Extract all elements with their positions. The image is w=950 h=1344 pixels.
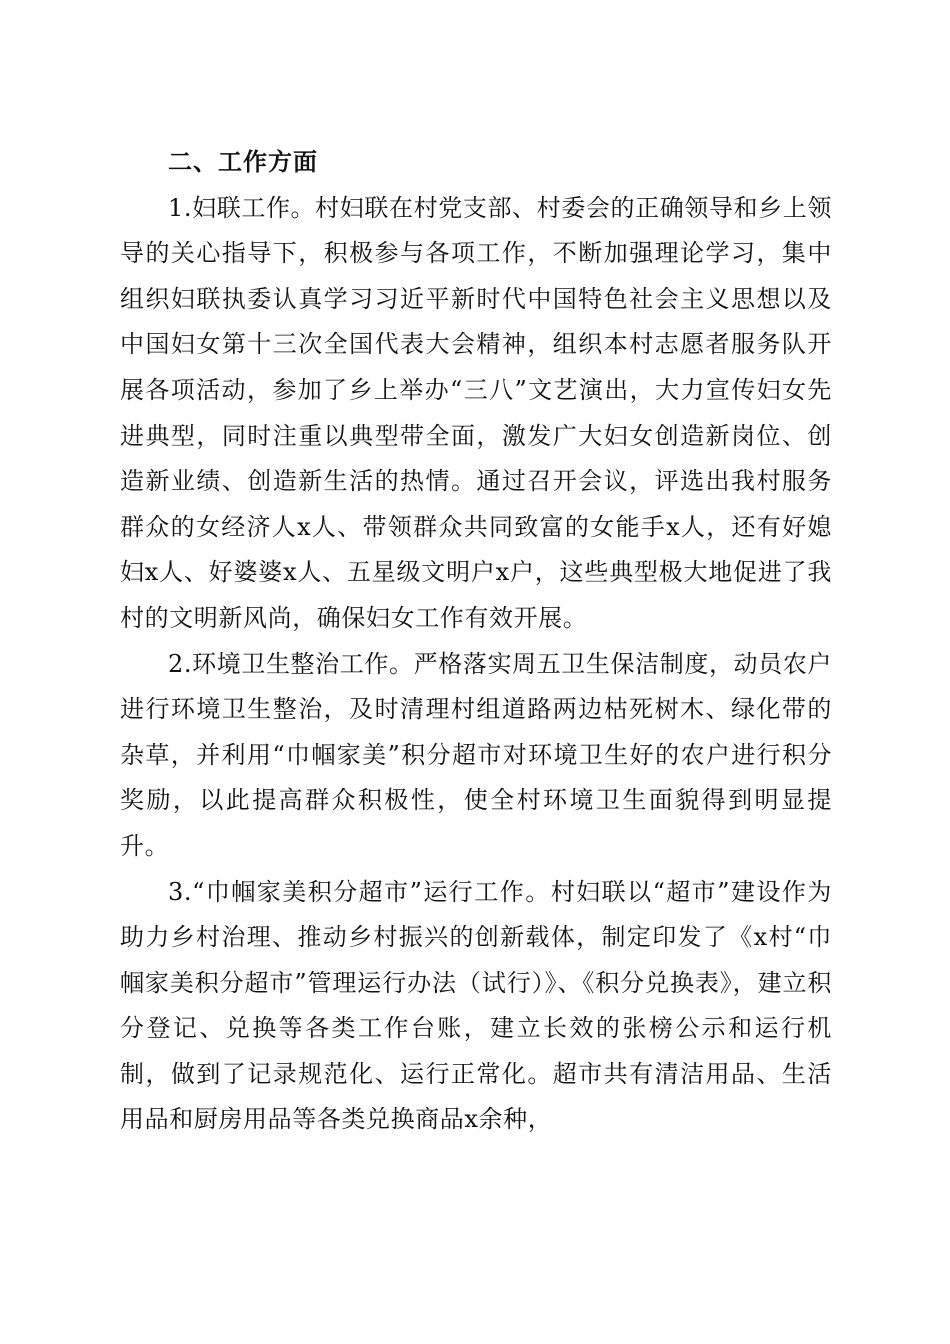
section-heading: 二、工作方面	[168, 148, 318, 176]
document-body	[120, 140, 832, 1143]
paragraph-environment-sanitation: 2.环境卫生整治工作。严格落实周五卫生保洁制度，动员农户进行环境卫生整治，及时清理村组道路两边枯死树木、绿化带的杂草，并利用“巾帼家美”积分超市对环境卫生好的农户进行积分奖励，以此提高群众积极性，使全村环境卫生面貌得到明显提升。	[120, 649, 832, 860]
paragraph-points-supermarket: 3.“巾帼家美积分超市”运行工作。村妇联以“超市”建设作为助力乡村治理、推动乡村振兴的创新载体，制定印发了《x村“巾帼家美积分超市”管理运行办法（试行）》、《积分兑换表》，建立积分登记、兑换等各类工作台账，建立长效的张榜公示和运行机制，做到了记录规范化、运行正常化。超市共有清洁用品、生活用品和厨房用品等各类兑换商品x余种，	[120, 877, 832, 1134]
paragraph-womens-federation: 1.妇联工作。村妇联在村党支部、村委会的正确领导和乡上领导的关心指导下，积极参与各项工作，不断加强理论学习，集中组织妇联执委认真学习习近平新时代中国特色社会主义思想以及中国妇女第十三次全国代表大会精神，组织本村志愿者服务队开展各项活动，参加了乡上举办“三八”文艺演出，大力宣传妇女先进典型，同时注重以典型带全面，激发广大妇女创造新岗位、创造新业绩、创造新生活的热情。通过召开会议，评选出我村服务群众的女经济人x人、带领群众共同致富的女能手x人，还有好媳妇x人、好婆婆x人、五星级文明户x户，这些典型极大地促进了我村的文明新风尚，确保妇女工作有效开展。	[120, 193, 832, 632]
